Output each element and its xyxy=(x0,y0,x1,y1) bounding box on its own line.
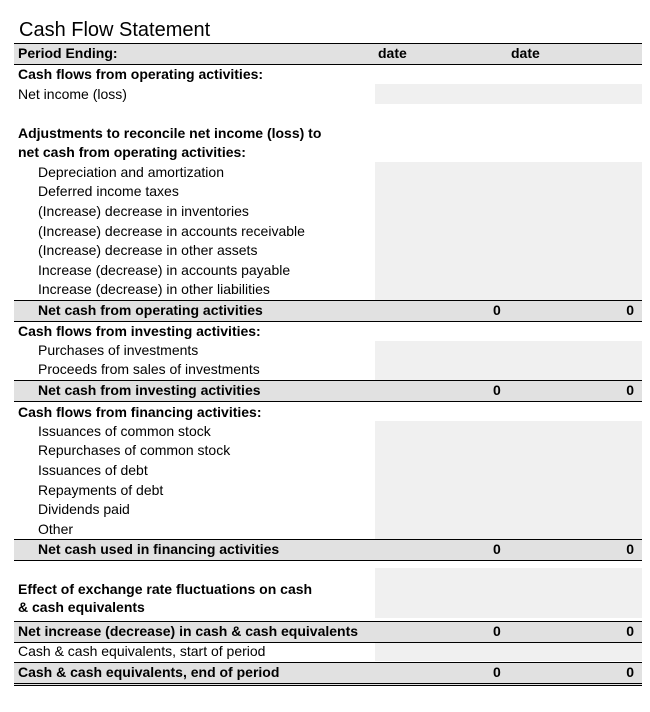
adjustments-heading-line-1: Adjustments to reconcile net income (loss) to xyxy=(18,125,322,141)
net-investing-value-1: 0 xyxy=(493,382,501,398)
exchange-effect-label-line-1: Effect of exchange rate fluctuations on cash xyxy=(18,581,313,597)
financing-item-label: Issuances of debt xyxy=(38,462,148,478)
net-income-label: Net income (loss) xyxy=(18,86,127,102)
net-investing-total-row xyxy=(14,380,642,402)
operating-item-label: (Increase) decrease in inventories xyxy=(38,203,249,219)
end-period-label: Cash & cash equivalents, end of period xyxy=(18,664,280,680)
end-period-value-2: 0 xyxy=(626,664,634,680)
start-period-row xyxy=(14,642,642,662)
operating-item-row xyxy=(14,241,642,261)
operating-item-label: Increase (decrease) in accounts payable xyxy=(38,262,291,278)
exchange-effect-label-line-2: & cash equivalents xyxy=(18,599,145,615)
column-header-date-2: date xyxy=(511,45,540,61)
operating-item-label: (Increase) decrease in other assets xyxy=(38,242,258,258)
operating-item-row xyxy=(14,280,642,300)
page-title: Cash Flow Statement xyxy=(19,19,211,41)
operating-item-label: Depreciation and amortization xyxy=(38,164,224,180)
investing-item-label: Proceeds from sales of investments xyxy=(38,361,260,377)
net-operating-total-label: Net cash from operating activities xyxy=(38,302,263,318)
financing-item-row xyxy=(14,481,642,501)
financing-item-row xyxy=(14,441,642,461)
operating-item-label: Deferred income taxes xyxy=(38,183,179,199)
financing-item-label: Dividends paid xyxy=(38,501,130,517)
operating-heading: Cash flows from operating activities: xyxy=(18,66,264,82)
end-period-row xyxy=(14,662,642,686)
net-financing-total-label: Net cash used in financing activities xyxy=(38,541,280,557)
net-financing-total-row xyxy=(14,539,642,561)
net-income-row xyxy=(14,85,642,105)
financing-item-label: Issuances of common stock xyxy=(38,423,211,439)
net-increase-value-2: 0 xyxy=(626,623,634,639)
investing-item-label: Purchases of investments xyxy=(38,342,199,358)
net-financing-value-2: 0 xyxy=(626,541,634,557)
net-increase-label: Net increase (decrease) in cash & cash equivalents xyxy=(18,623,359,639)
net-operating-value-1: 0 xyxy=(493,302,501,318)
financing-item-label: Other xyxy=(38,521,74,537)
period-ending-label: Period Ending: xyxy=(18,45,118,61)
operating-heading-row xyxy=(14,65,642,85)
exchange-effect-row-1 xyxy=(14,580,642,600)
investing-item-row xyxy=(14,360,642,380)
financing-item-label: Repayments of debt xyxy=(38,482,164,498)
adjustments-heading-row-1 xyxy=(14,124,642,144)
financing-heading: Cash flows from financing activities: xyxy=(18,404,262,420)
end-period-value-1: 0 xyxy=(493,664,501,680)
adjustments-heading-line-2: net cash from operating activities: xyxy=(18,144,246,160)
net-increase-value-1: 0 xyxy=(493,623,501,639)
operating-item-label: Increase (decrease) in other liabilities xyxy=(38,281,270,297)
exchange-effect-row-2 xyxy=(14,598,642,618)
financing-item-label: Repurchases of common stock xyxy=(38,442,231,458)
investing-heading: Cash flows from investing activities: xyxy=(18,323,261,339)
column-header-date-1: date xyxy=(378,45,407,61)
operating-item-row xyxy=(14,222,642,242)
net-increase-row xyxy=(14,621,642,643)
operating-item-row xyxy=(14,182,642,202)
adjustments-heading-row-2 xyxy=(14,143,642,163)
investing-item-row xyxy=(14,341,642,361)
investing-heading-row xyxy=(14,322,642,342)
financing-item-row xyxy=(14,422,642,442)
net-investing-total-label: Net cash from investing activities xyxy=(38,382,261,398)
net-investing-value-2: 0 xyxy=(626,382,634,398)
period-ending-header xyxy=(14,43,642,65)
net-operating-total-row xyxy=(14,300,642,322)
operating-item-row xyxy=(14,202,642,222)
financing-heading-row xyxy=(14,403,642,423)
financing-item-row xyxy=(14,500,642,520)
net-financing-value-1: 0 xyxy=(493,541,501,557)
financing-item-row xyxy=(14,520,642,540)
start-period-label: Cash & cash equivalents, start of period xyxy=(18,643,266,659)
financing-item-row xyxy=(14,461,642,481)
operating-item-label: (Increase) decrease in accounts receivable xyxy=(38,223,305,239)
net-operating-value-2: 0 xyxy=(626,302,634,318)
operating-item-row xyxy=(14,261,642,281)
operating-item-row xyxy=(14,163,642,183)
